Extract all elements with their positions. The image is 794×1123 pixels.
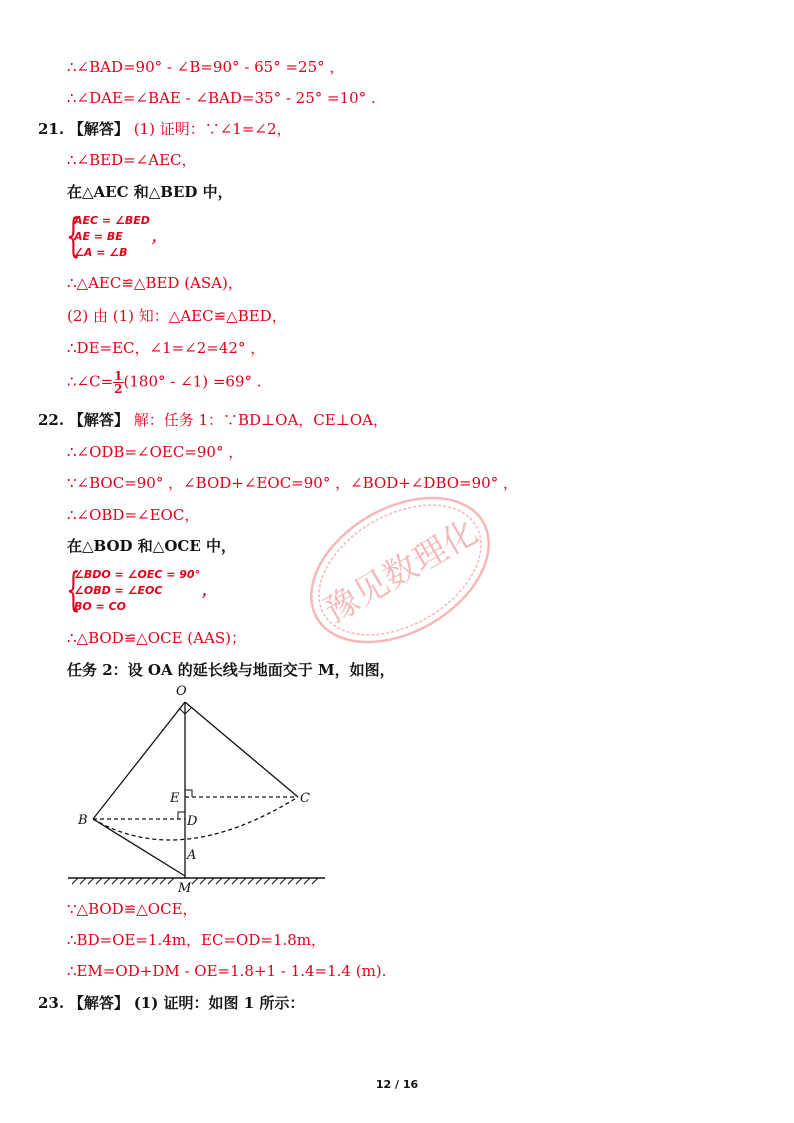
system-row: BO = CO <box>74 600 127 613</box>
problem-text: (1) 证明：如图 1 所示： <box>133 994 305 1012</box>
answer-tag: 【解答】 <box>68 120 129 138</box>
problem-23-heading <box>38 993 304 1013</box>
system-row: ∠A = ∠B <box>74 246 128 259</box>
line-em-result: ∴EM=OD+DM - OE=1.8+1 - 1.4=1.4 (m). <box>67 962 387 980</box>
label-b: B <box>78 813 88 828</box>
line-part-2: (2) 由 (1) 知：△AEC≌△BED， <box>67 307 287 325</box>
line-congruence-1: ∴△AEC≌△BED (ASA)， <box>67 274 243 292</box>
segment-oc <box>185 702 298 797</box>
numerator: 1 <box>114 369 123 383</box>
equation-system-1 <box>66 208 266 262</box>
right-angle-mark-e <box>185 790 192 797</box>
system-row: ∠OBD = ∠EOC <box>74 584 163 597</box>
problem-number: 21. <box>38 120 65 138</box>
line-bed-aec: ∴∠BED=∠AEC， <box>67 151 197 169</box>
answer-tag: 【解答】 <box>68 994 129 1012</box>
system-row: AEC = ∠BED <box>74 214 150 227</box>
line-task-2: 任务 2：设 OA 的延长线与地面交于 M，如图， <box>67 661 395 679</box>
left-brace: { <box>66 208 81 262</box>
problem-text: (1) 证明：∵∠1=∠2， <box>133 120 292 138</box>
system-comma: ， <box>152 229 166 245</box>
label-c: C <box>300 791 310 806</box>
problem-number: 23. <box>38 994 65 1012</box>
problem-text: 解：任务 1：∵BD⊥OA，CE⊥OA， <box>133 411 388 429</box>
system-row: ∠BDO = ∠OEC = 90° <box>74 568 201 581</box>
line-boc: ∵∠BOC=90° ，∠BOD+∠EOC=90° ，∠BOD+∠DBO=90° ， <box>67 474 518 492</box>
line-congruence-2: ∴△BOD≌△OCE (AAS)； <box>67 629 246 647</box>
line-congruence-restate: ∵△BOD≌△OCE， <box>67 900 198 918</box>
label-m: M <box>178 881 192 895</box>
system-comma: ， <box>202 583 216 599</box>
left-brace: { <box>66 562 81 616</box>
line-in-triangles-2: 在△BOD 和△OCE 中， <box>67 537 236 555</box>
line-in-triangles: 在△AEC 和△BED 中， <box>67 183 233 201</box>
problem-21-heading <box>38 119 292 139</box>
segment-bm <box>93 819 185 876</box>
answer-tag: 【解答】 <box>68 411 129 429</box>
geometry-figure <box>60 680 340 895</box>
page-number: 12 / 16 <box>375 1078 419 1091</box>
problem-number: 22. <box>38 411 65 429</box>
line-obd-eoc: ∴∠OBD=∠EOC， <box>67 506 200 524</box>
denominator: 2 <box>114 382 123 396</box>
label-d: D <box>187 814 198 829</box>
expr-suffix: (180° - ∠1) =69° . <box>123 372 262 391</box>
watermark-stamp <box>300 470 500 670</box>
label-o: O <box>176 684 187 699</box>
line-de-ec: ∴DE=EC，∠1=∠2=42° ， <box>67 339 266 357</box>
ground-hatching <box>72 878 318 884</box>
label-a: A <box>187 848 197 863</box>
right-angle-mark-d <box>178 812 185 819</box>
expr-prefix: ∴∠C= <box>67 372 114 391</box>
line-angle-c <box>67 370 262 395</box>
line-lengths: ∴BD=OE=1.4m，EC=OD=1.8m， <box>67 931 327 949</box>
stamp-text: 豫见数理化 <box>317 511 485 632</box>
fraction-half <box>113 370 123 395</box>
problem-22-heading <box>38 410 388 430</box>
line-odb-oec: ∴∠ODB=∠OEC=90° ， <box>67 443 244 461</box>
label-e: E <box>170 791 180 806</box>
system-row: AE = BE <box>74 230 123 243</box>
equation-system-2 <box>66 562 286 616</box>
line-bad: ∴∠BAD=90° - ∠B=90° - 65° =25° ， <box>67 58 345 76</box>
line-dae: ∴∠DAE=∠BAE - ∠BAD=35° - 25° =10° . <box>67 89 376 107</box>
